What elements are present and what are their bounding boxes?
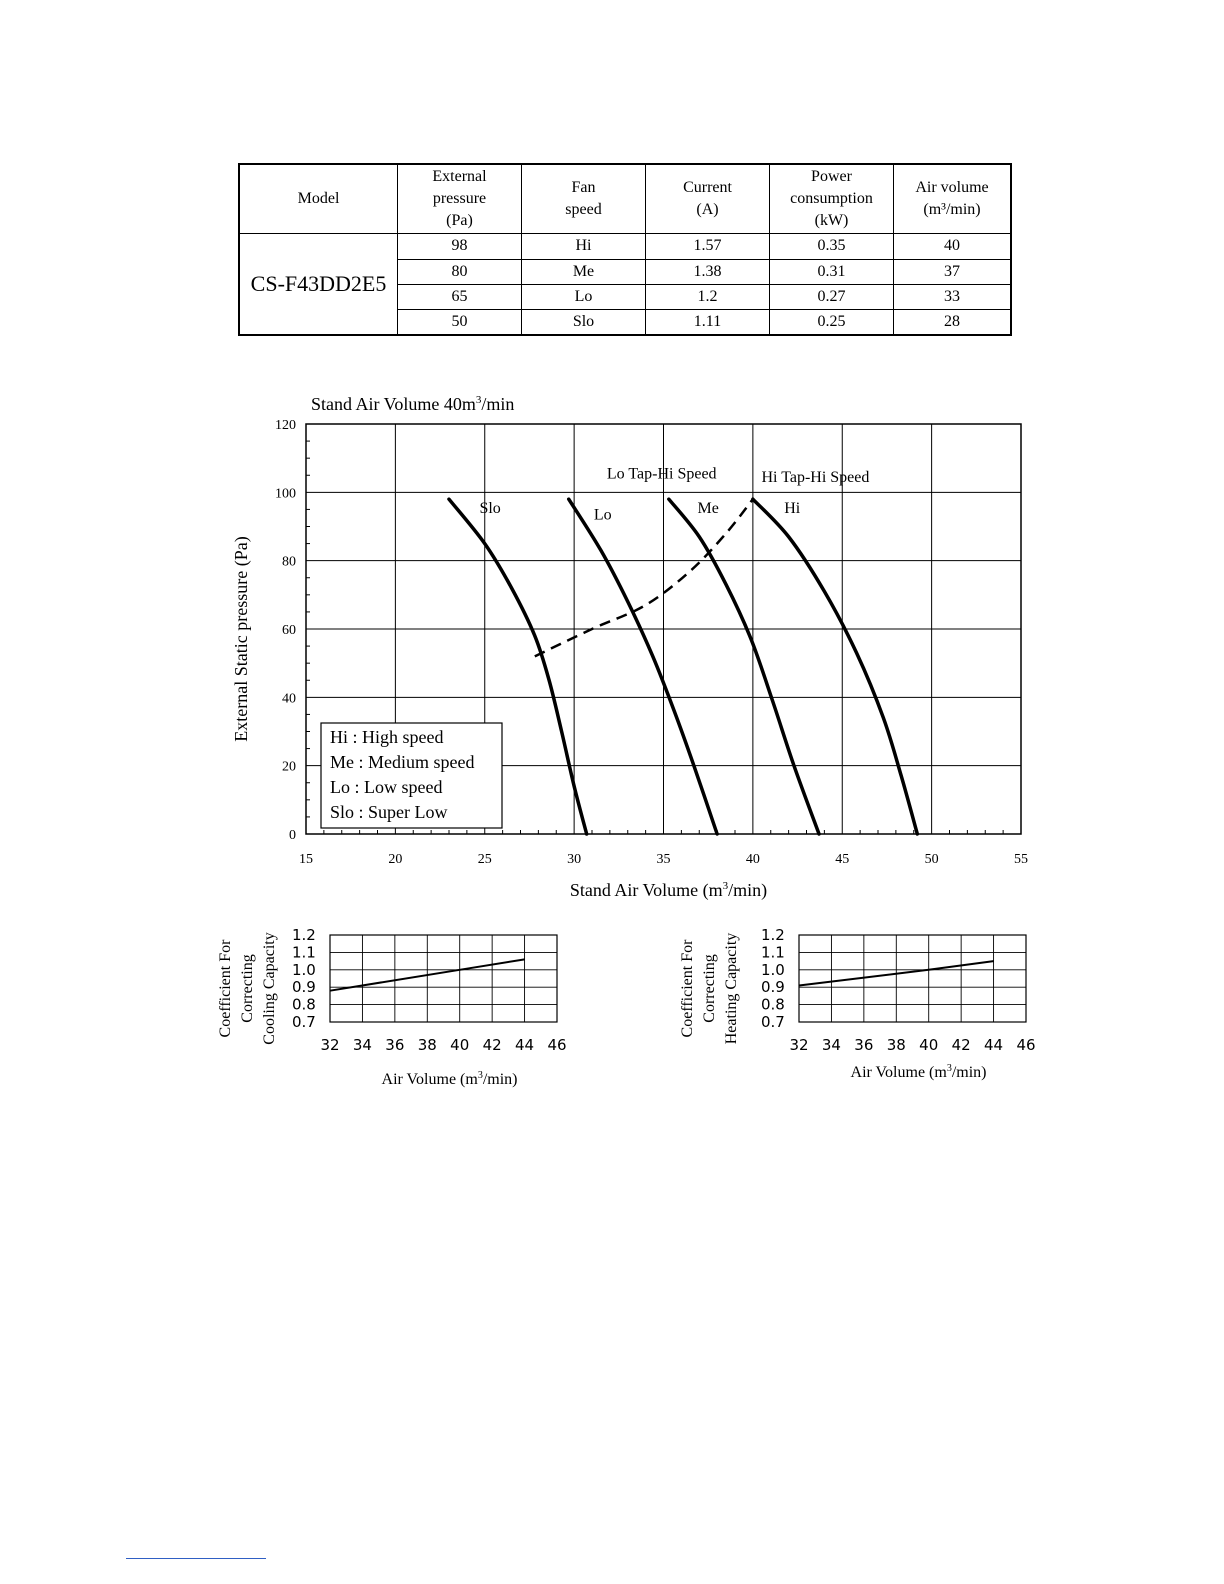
curve-annotation: Hi Tap-Hi Speed: [761, 469, 870, 487]
table-cell: 1.2: [646, 284, 770, 309]
y-tick-label: 0: [289, 828, 296, 843]
y-tick-label: 1.2: [761, 926, 785, 944]
y-tick-label: 80: [282, 554, 296, 570]
model-cell: CS-F43DD2E5: [239, 234, 398, 335]
y-axis-label-line: Correcting: [239, 954, 256, 1023]
table-cell: 65: [398, 284, 522, 309]
y-axis-label-line: Coefficient For: [217, 939, 234, 1038]
x-tick-label: 38: [886, 1036, 906, 1054]
header-external-pressure: External pressure (Pa): [398, 164, 522, 234]
y-tick-label: 0.8: [292, 995, 316, 1014]
table-cell: 0.35: [770, 234, 894, 259]
main-chart: [231, 394, 1028, 901]
curve-annotation: Lo: [593, 506, 612, 524]
y-tick-label: 40: [282, 691, 296, 707]
y-tick-label: 0.7: [761, 1013, 785, 1031]
x-tick-label: 44: [984, 1036, 1004, 1054]
x-tick-label: 36: [385, 1036, 405, 1054]
x-tick-label: 44: [515, 1036, 535, 1054]
x-tick-label: 42: [482, 1036, 502, 1054]
plot-frame: [330, 935, 557, 1022]
x-tick-label: 15: [299, 852, 313, 867]
y-tick-label: 1.0: [761, 960, 785, 979]
x-tick-label: 40: [450, 1036, 470, 1054]
x-tick-label: 46: [547, 1036, 567, 1054]
chart-title: Stand Air Volume $40m^3/\min$: [311, 394, 515, 414]
x-tick-label: 20: [388, 852, 403, 867]
x-tick-label: 42: [951, 1036, 971, 1054]
table-cell: 98: [398, 234, 522, 259]
x-tick-label: 34: [821, 1036, 841, 1054]
y-axis-label-line: Correcting: [701, 954, 718, 1023]
x-axis-label: Stand Air Volume $(m^3/\min)$: [569, 880, 768, 900]
x-tick-label: 25: [477, 852, 492, 867]
x-tick-label: 35: [656, 852, 671, 867]
y-tick-label: 1.0: [292, 960, 316, 979]
y-tick-label: 0.8: [761, 995, 785, 1014]
y-tick-label: 1.1: [292, 943, 316, 962]
x-tick-label: 40: [919, 1036, 939, 1054]
y-axis-label-line: Heating Capacity: [723, 932, 740, 1045]
y-tick-label: 120: [275, 418, 296, 433]
y-tick-label: 20: [282, 759, 296, 775]
curve-annotation: Me: [697, 499, 719, 517]
header-power-consumption: Power consumption (kW): [770, 164, 894, 234]
table-cell: 33: [894, 284, 1012, 309]
header-fan-speed: Fan speed: [522, 164, 646, 234]
header-model: Model: [239, 164, 398, 234]
y-tick-label: 0.7: [292, 1013, 316, 1031]
x-tick-label: 38: [417, 1036, 437, 1054]
table-cell: 1.38: [646, 259, 770, 284]
table-cell: 80: [398, 259, 522, 284]
table-cell: 0.27: [770, 284, 894, 309]
footnote-rule: [126, 1558, 266, 1559]
table-cell: 1.11: [646, 309, 770, 335]
legend-item: Lo : Low speed: [330, 777, 443, 797]
x-tick-label: 36: [854, 1036, 874, 1054]
x-tick-label: 30: [567, 852, 582, 867]
curve-annotation: Hi: [784, 499, 801, 517]
y-tick-label: 0.9: [292, 978, 316, 997]
cooling-coefficient-chart: [217, 926, 567, 1088]
table-cell: 37: [894, 259, 1012, 284]
x-tick-label: 50: [924, 852, 939, 867]
y-axis-label-line: Cooling Capacity: [261, 932, 278, 1045]
y-tick-label: 1.1: [761, 943, 785, 962]
series-line-hi: [753, 499, 917, 834]
y-tick-label: 100: [275, 486, 296, 502]
table-cell: 0.31: [770, 259, 894, 284]
x-tick-label: 46: [1016, 1036, 1036, 1054]
table-cell: 40: [894, 234, 1012, 259]
x-tick-label: 32: [789, 1036, 809, 1054]
table-cell: Lo: [522, 284, 646, 309]
heating-coefficient-chart: [679, 926, 1036, 1081]
x-axis-label: Air Volume $(m^3/\min)$: [381, 1070, 518, 1088]
x-tick-label: 45: [835, 852, 850, 867]
legend-item: Me : Medium speed: [330, 752, 475, 772]
table-cell: 28: [894, 309, 1012, 335]
header-current: Current (A): [646, 164, 770, 234]
series-line-lo: [569, 499, 717, 834]
table-cell: Slo: [522, 309, 646, 335]
plot-frame: [799, 935, 1026, 1022]
legend-item: Slo : Super Low: [330, 802, 448, 822]
header-air-volume: Air volume (m³/min): [894, 164, 1012, 234]
table-cell: 0.25: [770, 309, 894, 335]
x-tick-label: 55: [1014, 852, 1028, 867]
y-tick-label: 60: [282, 623, 296, 638]
table-cell: 1.57: [646, 234, 770, 259]
x-axis-label: Air Volume $(m^3/\min)$: [850, 1063, 987, 1081]
table-cell: Me: [522, 259, 646, 284]
y-tick-label: 0.9: [761, 978, 785, 997]
table-cell: 50: [398, 309, 522, 335]
curve-annotation: Lo Tap-Hi Speed: [606, 465, 717, 483]
y-axis-label-line: Coefficient For: [679, 939, 696, 1038]
x-tick-label: 40: [745, 852, 760, 867]
table-cell: Hi: [522, 234, 646, 259]
x-tick-label: 32: [320, 1036, 340, 1054]
x-tick-label: 34: [352, 1036, 372, 1054]
legend-item: Hi : High speed: [330, 727, 444, 747]
y-tick-label: 1.2: [292, 926, 316, 944]
y-axis-label: External Static pressure (Pa): [231, 536, 251, 742]
curve-annotation: Slo: [479, 499, 501, 517]
